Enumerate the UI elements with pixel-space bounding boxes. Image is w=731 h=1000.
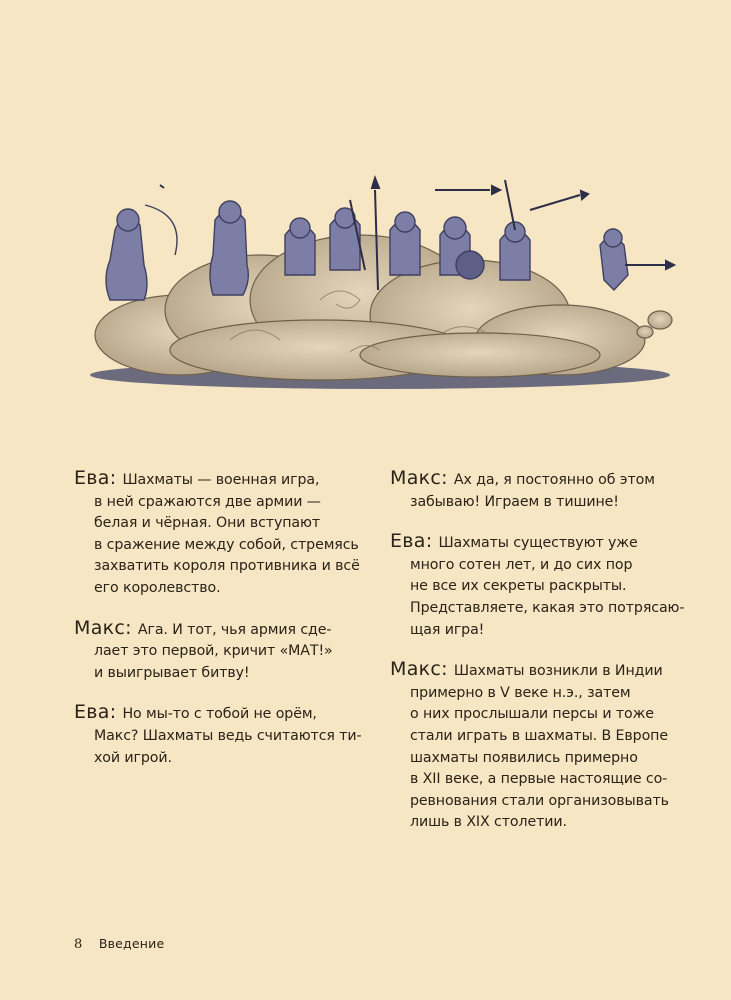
dialogue-line: хой игрой. (94, 749, 172, 766)
dialogue-line: Шахматы возникли в Индии (453, 663, 663, 680)
page-footer (74, 936, 164, 952)
dialogue-column-left (74, 467, 362, 787)
speaker-name: Ева: (74, 467, 117, 489)
dialogue-entry (74, 467, 360, 600)
dialogue-line: лишь в XIX столетии. (410, 814, 567, 831)
battle-illustration (60, 150, 680, 400)
dialogue-line: о них прослышали персы и тоже (410, 706, 654, 723)
dialogue-line: щая игра! (410, 621, 485, 638)
dialogue-line: в сражение между собой, стремясь (94, 536, 359, 553)
dialogue-entry (390, 659, 680, 834)
dialogue-line: ревнования стали организовывать (410, 792, 669, 809)
speaker-name: Макс: (390, 467, 448, 489)
dialogue-line: Представляете, какая это потрясаю- (410, 599, 685, 616)
dialogue-line: лает это первой, кричит «МАТ!» (94, 643, 333, 660)
dialogue-line: примерно в V веке н.э., затем (410, 684, 631, 701)
dialogue-line: Ага. И тот, чья армия сде- (137, 621, 332, 638)
dialogue-line: Но мы-то с тобой не орём, (122, 706, 317, 723)
dialogue-line: белая и чёрная. Они вступают (94, 515, 321, 532)
dust-cloud (95, 235, 672, 380)
dialogue-entry (74, 701, 362, 769)
dialogue-line: шахматы появились примерно (410, 749, 638, 766)
page-number: 8 (74, 937, 83, 952)
dialogue-line: и выигрывает битву! (94, 664, 250, 681)
dialogue-line: Макс? Шахматы ведь считаются ти- (94, 727, 362, 744)
dialogue-line: не все их секреты раскрыты. (410, 578, 627, 595)
dialogue-entry (74, 618, 344, 685)
dialogue-column-right (390, 467, 685, 852)
dialogue-line: Шахматы — военная игра, (122, 472, 320, 488)
dialogue-line: много сотен лет, и до сих пор (410, 556, 633, 573)
speaker-name: Ева: (74, 701, 117, 724)
speaker-name: Макс: (390, 658, 448, 681)
dialogue-line: стали играть в шахматы. В Европе (410, 727, 668, 744)
dialogue-entry (390, 468, 680, 513)
dialogue-line: Ах да, я постоянно об этом (453, 472, 655, 488)
dialogue-line: захватить короля противника и всё (94, 558, 360, 575)
dialogue-line: его королевство. (94, 579, 221, 596)
speaker-name: Ева: (390, 530, 433, 553)
section-title: Введение (98, 936, 165, 951)
dialogue-line: Шахматы существуют уже (438, 535, 638, 552)
dialogue-line: в ней сражаются две армии — (94, 493, 321, 510)
dialogue-line: в XII веке, а первые настоящие со- (410, 771, 668, 788)
dialogue-line: забываю! Играем в тишине! (410, 493, 619, 510)
speaker-name: Макс: (74, 616, 132, 639)
dialogue-entry (390, 530, 685, 641)
